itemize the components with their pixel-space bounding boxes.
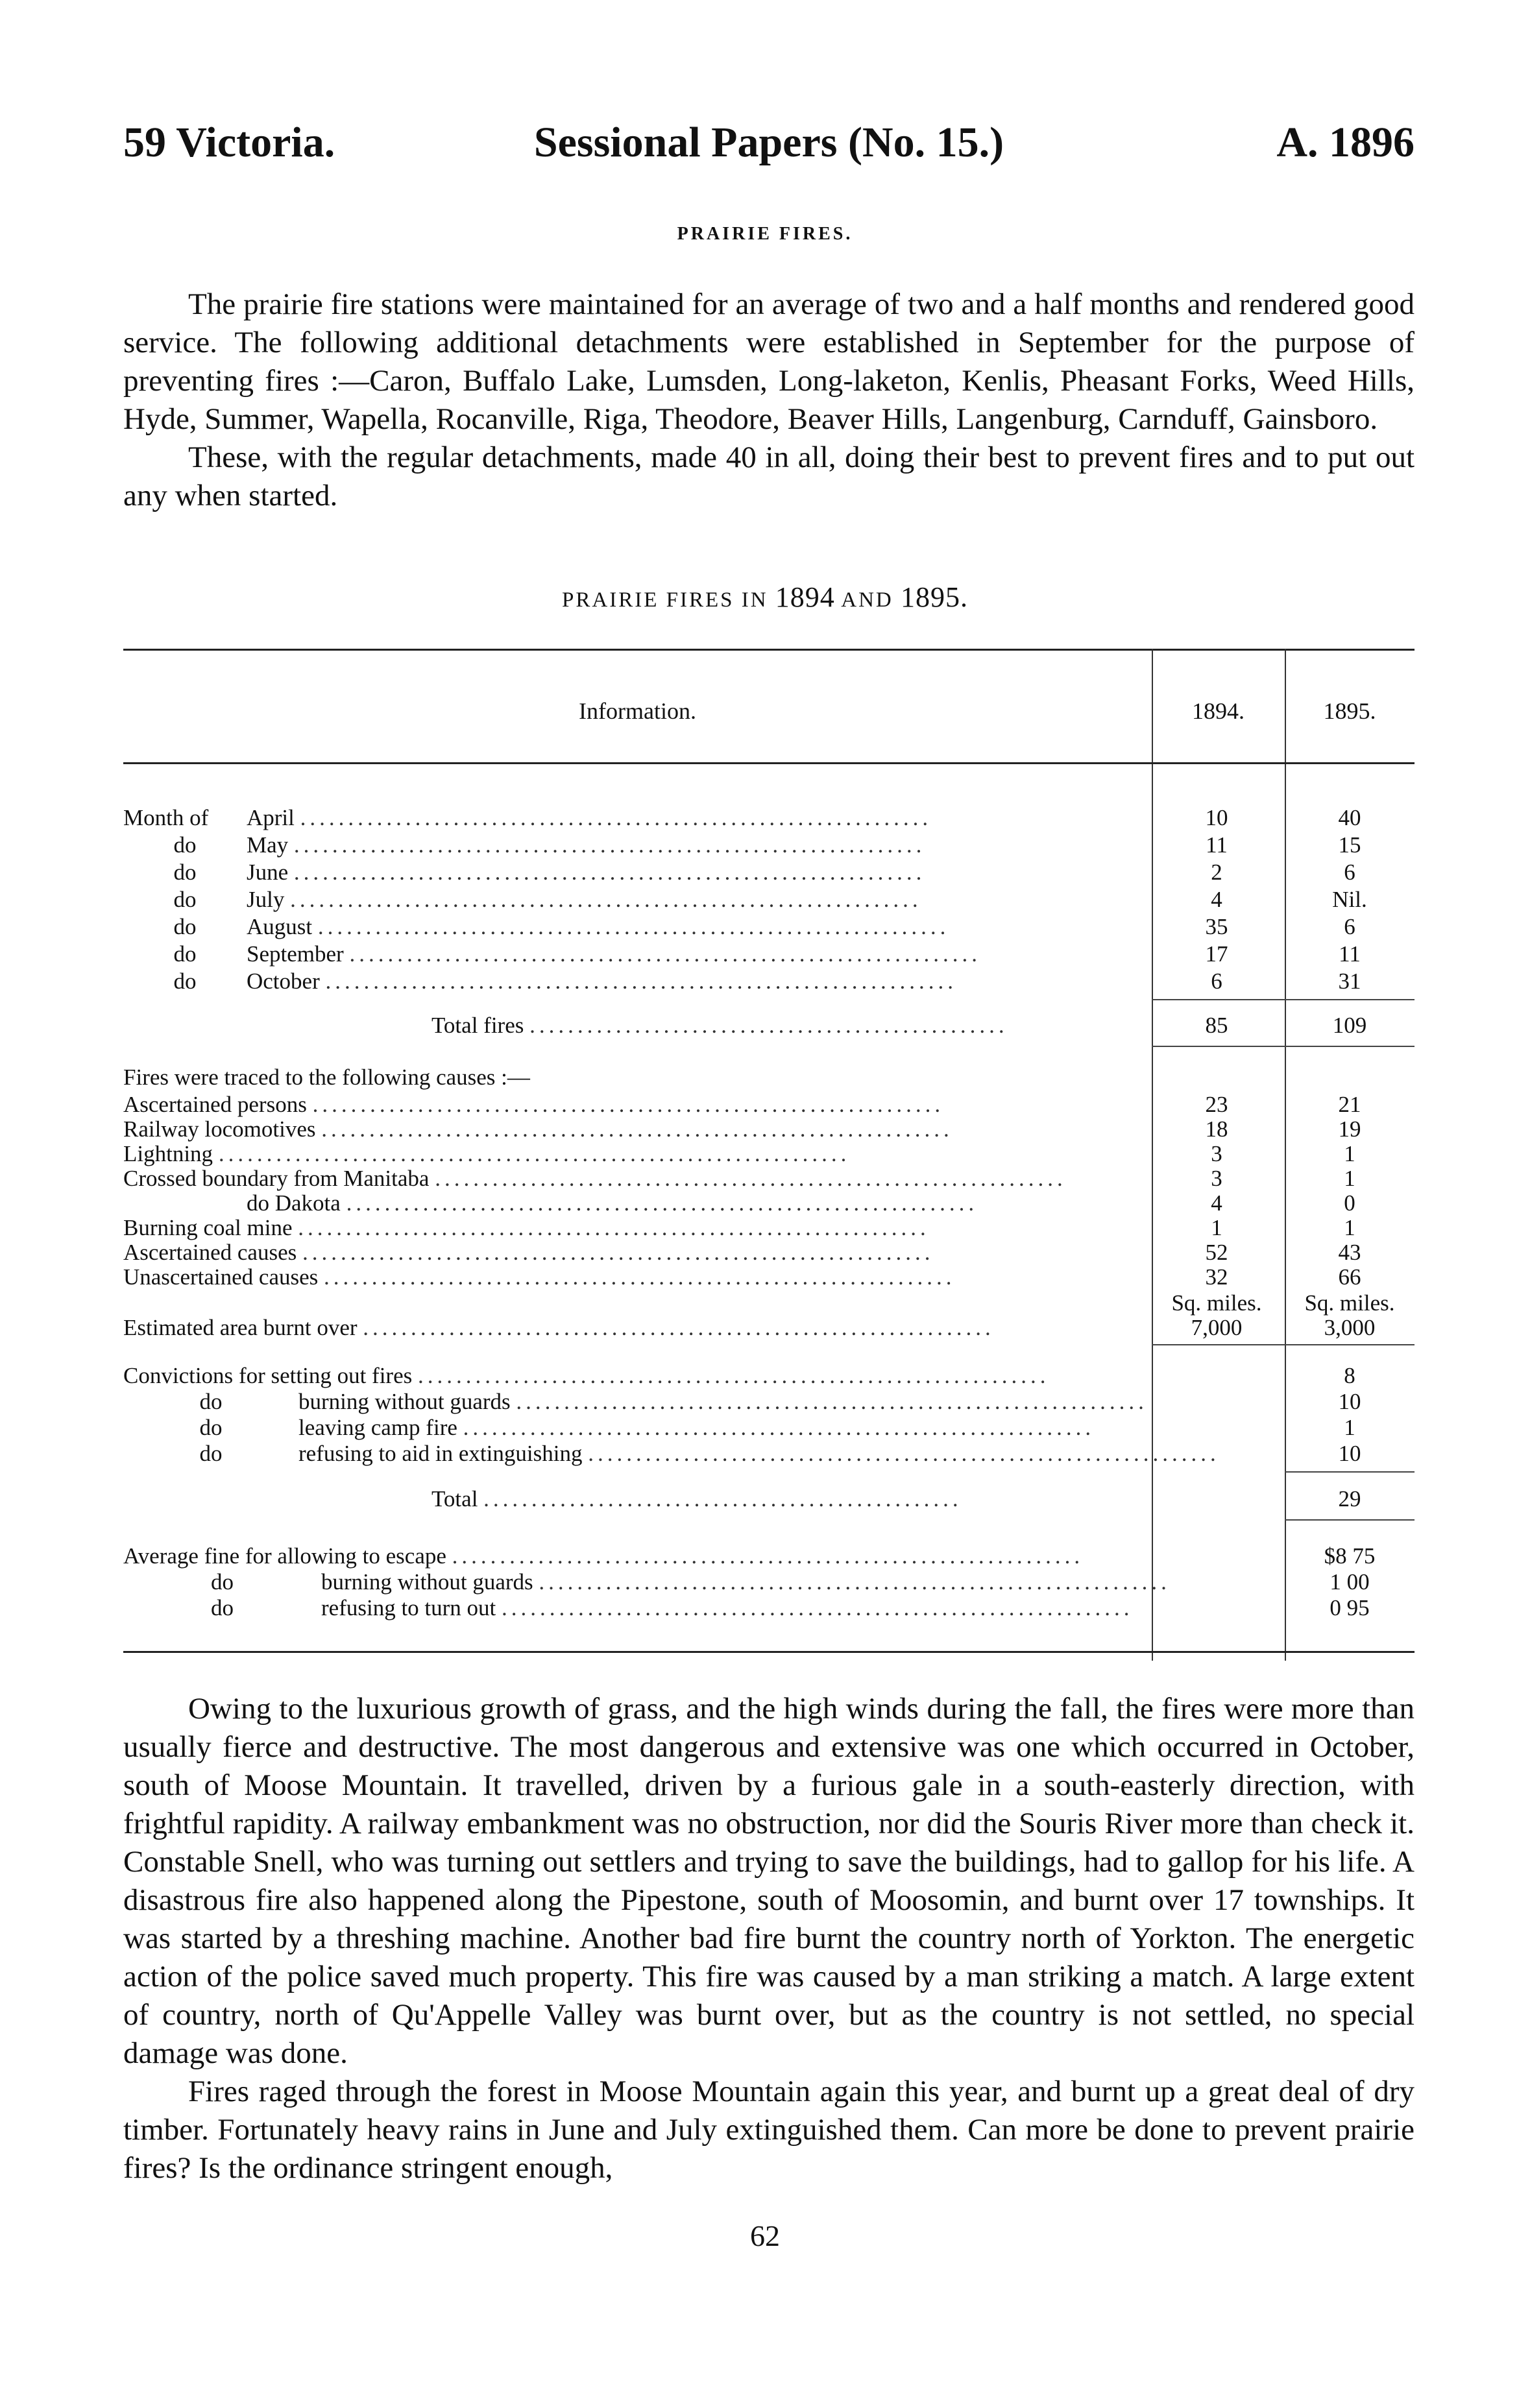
running-header bbox=[123, 117, 1415, 175]
value-1894: 52 bbox=[1205, 1240, 1228, 1265]
row-prefix: do bbox=[173, 969, 197, 994]
table-row: Convictions for setting out fires .................................................................. 8 bbox=[123, 1362, 1415, 1390]
table-row: do September .................................................................. 17 11 bbox=[123, 941, 1415, 968]
subtotal-rule bbox=[1152, 1046, 1415, 1047]
row-label: burning without guards bbox=[321, 1569, 533, 1595]
row-label: September bbox=[247, 941, 344, 967]
row-label: Burning coal mine bbox=[123, 1215, 293, 1240]
table-row: do June .................................................................. 2 6 bbox=[123, 859, 1415, 886]
row-label: Railway locomotives bbox=[123, 1116, 316, 1142]
row-prefix: do bbox=[173, 887, 197, 912]
value-1895: 43 bbox=[1338, 1240, 1361, 1265]
row-label: Total fires bbox=[431, 1013, 524, 1038]
row-label: leaving camp fire bbox=[298, 1415, 457, 1440]
subtotal-rule bbox=[1152, 999, 1415, 1000]
row-prefix: Average fine bbox=[123, 1543, 240, 1569]
row-prefix: do bbox=[199, 1415, 223, 1440]
row-prefix: do bbox=[173, 914, 197, 939]
area-unit-1895: Sq. miles. bbox=[1304, 1290, 1395, 1316]
table-row: Crossed boundary from Manitaba .................................................................. 3 1 bbox=[123, 1165, 1415, 1192]
header-1894: 1894. bbox=[1192, 698, 1245, 724]
value-1894: 2 bbox=[1211, 860, 1222, 885]
row-label: refusing to turn out bbox=[321, 1595, 496, 1620]
row-prefix: Convictions bbox=[123, 1363, 234, 1388]
row-label: October bbox=[247, 969, 320, 994]
row-label: Ascertained persons bbox=[123, 1092, 307, 1117]
value-1895: 10 bbox=[1338, 1441, 1361, 1466]
value-1894: 6 bbox=[1211, 969, 1222, 994]
value-1894: 3 bbox=[1211, 1166, 1222, 1191]
table-row: do leaving camp fire .................................................................. 1 bbox=[123, 1414, 1415, 1441]
value-1895: 1 00 bbox=[1330, 1569, 1370, 1595]
subtotal-rule bbox=[1285, 1471, 1415, 1473]
value-1895: 19 bbox=[1338, 1116, 1361, 1142]
closing-text bbox=[123, 1690, 1415, 2187]
table-title-and: AND bbox=[841, 588, 893, 612]
table-row: do refusing to turn out .................................................................. 0 95 bbox=[123, 1595, 1415, 1622]
value-1895: 1 bbox=[1344, 1415, 1355, 1440]
value-1894: 4 bbox=[1211, 1190, 1222, 1216]
table-title-year1: 1894 bbox=[775, 581, 835, 613]
table-row: Ascertained persons .................................................................. 23 21 bbox=[123, 1091, 1415, 1118]
value-1894: 11 bbox=[1206, 832, 1228, 858]
value-1895: 66 bbox=[1338, 1264, 1361, 1290]
value-1894: 32 bbox=[1205, 1264, 1228, 1290]
value-1895: 40 bbox=[1338, 805, 1361, 830]
value-1895: 109 bbox=[1332, 1013, 1367, 1038]
value-1894: 4 bbox=[1211, 887, 1222, 912]
row-prefix: do bbox=[199, 1389, 223, 1414]
table-row: do October .................................................................. 6 31 bbox=[123, 968, 1415, 995]
table-row: Railway locomotives .................................................................. 18 19 bbox=[123, 1116, 1415, 1143]
value-1894: 18 bbox=[1205, 1116, 1228, 1142]
table-title-year2: 1895. bbox=[900, 581, 968, 613]
header-rule bbox=[123, 762, 1415, 764]
table-row-area: Estimated area burnt over .................................................................. 7,000 3,000 bbox=[123, 1314, 1415, 1342]
value-1895: 10 bbox=[1338, 1389, 1361, 1414]
header-volume: 59 Victoria. bbox=[123, 119, 335, 166]
table-row: Burning coal mine .................................................................. 1 1 bbox=[123, 1214, 1415, 1242]
row-label: Fires were traced to the following causes :— bbox=[123, 1065, 530, 1090]
intro-paragraph-2: These, with the regular detachments, made 40 in all, doing their best to prevent fires and to put out any when started. bbox=[123, 440, 1415, 512]
value-1895: 29 bbox=[1338, 1486, 1361, 1511]
row-label: July bbox=[247, 887, 285, 912]
row-label: for setting out fires bbox=[238, 1363, 413, 1388]
page-number: 62 bbox=[750, 2219, 780, 2252]
value-1895: 1 bbox=[1344, 1141, 1355, 1166]
value-1895: 8 bbox=[1344, 1363, 1355, 1388]
table-row: Average fine for allowing to escape .................................................................. $8 75 bbox=[123, 1543, 1415, 1570]
value-1895: 11 bbox=[1339, 941, 1361, 967]
area-unit-1894: Sq. miles. bbox=[1171, 1290, 1262, 1316]
header-information: Information. bbox=[579, 698, 696, 724]
row-prefix: do bbox=[211, 1595, 234, 1620]
row-label: Ascertained causes bbox=[123, 1240, 297, 1265]
value-1895: 31 bbox=[1338, 969, 1361, 994]
fires-table bbox=[123, 649, 1415, 1661]
value-1895: 6 bbox=[1344, 860, 1355, 885]
value-1894: 3 bbox=[1211, 1141, 1222, 1166]
row-label: June bbox=[247, 860, 289, 885]
subtotal-rule bbox=[1152, 1344, 1415, 1345]
row-label: Crossed boundary from Manitaba bbox=[123, 1166, 430, 1191]
table-row: Unascertained causes .................................................................. 32 66 bbox=[123, 1264, 1415, 1291]
row-label: Total bbox=[431, 1486, 478, 1511]
row-label: April bbox=[247, 805, 295, 830]
header-1895: 1895. bbox=[1323, 698, 1376, 724]
value-1895: 1 bbox=[1344, 1215, 1355, 1240]
value-1894: 1 bbox=[1211, 1215, 1222, 1240]
value-1895: 6 bbox=[1344, 914, 1355, 939]
row-prefix: Month of bbox=[123, 805, 209, 830]
table-bottom-rule bbox=[123, 1651, 1415, 1653]
row-prefix: do bbox=[173, 860, 197, 885]
table-row: Month of April .................................................................. 10 40 bbox=[123, 804, 1415, 832]
table-row: do August .................................................................. 35 6 bbox=[123, 913, 1415, 941]
table-top-rule bbox=[123, 649, 1415, 651]
table-title-prefix: PRAIRIE FIRES IN bbox=[562, 588, 768, 612]
row-label: Unascertained causes bbox=[123, 1264, 319, 1290]
table-row-total-convictions: Total .................................................. 29 bbox=[123, 1486, 1415, 1513]
header-title: Sessional Papers (No. 15.) bbox=[533, 119, 1004, 166]
value-1894: 85 bbox=[1205, 1013, 1228, 1038]
value-1895: 0 95 bbox=[1330, 1595, 1370, 1620]
table-row: do May .................................................................. 11 15 bbox=[123, 832, 1415, 859]
table-title bbox=[0, 581, 1530, 614]
closing-paragraph-2: Fires raged through the forest in Moose Mountain again this year, and burnt up a great deal of dry timber. Fortunately heavy rains in June and July extinguished them. Can more be done to prevent prairie fires? Is the ordinance stringent enough, bbox=[123, 2075, 1415, 2185]
table-row-total-fires: Total fires .................................................. 85 109 bbox=[123, 1012, 1415, 1039]
row-prefix: do bbox=[173, 941, 197, 967]
table-row: do burning without guards .................................................................. 1 00 bbox=[123, 1569, 1415, 1596]
table-row: do burning without guards .................................................................. 10 bbox=[123, 1388, 1415, 1415]
intro-paragraph-1: The prairie fire stations were maintained for an average of two and a half months and rendered good service. The following additional detachments were established in September for the purpose of preventing fires :—Caron, Buffalo Lake, Lumsden, Long-laketon, Kenlis, Pheasant Forks, Weed Hills, Hyde, Summer, Wapella, Rocanville, Riga, Theodore, Beaver Hills, Langenburg, Carnduff, Gainsboro. bbox=[123, 287, 1415, 436]
value-1894: 7,000 bbox=[1191, 1315, 1243, 1340]
row-label: refusing to aid in extinguishing bbox=[298, 1441, 583, 1466]
value-1895: $8 75 bbox=[1324, 1543, 1376, 1569]
table-row: do Dakota .................................................................. 4 0 bbox=[123, 1190, 1415, 1217]
intro-text bbox=[123, 285, 1415, 515]
table-row: do refusing to aid in extinguishing .................................................................. 10 bbox=[123, 1440, 1415, 1467]
row-label: Estimated area burnt over bbox=[123, 1315, 358, 1340]
table-row-area-unit bbox=[123, 1290, 1415, 1317]
value-1894: 10 bbox=[1205, 805, 1228, 830]
value-1895: 0 bbox=[1344, 1190, 1355, 1216]
row-label: burning without guards bbox=[298, 1389, 511, 1414]
subtotal-rule bbox=[1285, 1519, 1415, 1521]
row-prefix: do bbox=[173, 832, 197, 858]
closing-paragraph-1: Owing to the luxurious growth of grass, and the high winds during the fall, the fires were more than usually fierce and destructive. The most dangerous and extensive was one which occurred in October, south of Moose Mountain. It travelled, driven by a furious gale in a south-easterly direction, with frightful rapidity. A railway embankment was no obstruction, nor did the Souris River more than check it. Constable Snell, who was turning out settlers and trying to save the buildings, had to gallop for his life. A disastrous fire also happened along the Pipestone, south of Moosomin, and burnt over 17 townships. It was started by a threshing machine. Another bad fire burnt the country north of Yorkton. The energetic action of the police saved much property. This fire was caused by a man striking a match. A large extent of country, north of Qu'Appelle Valley was burnt over, but as the country is not settled, no special damage was done. bbox=[123, 1692, 1415, 2070]
row-label: do Dakota bbox=[247, 1190, 341, 1216]
table-row: Ascertained causes .................................................................. 52 43 bbox=[123, 1239, 1415, 1266]
table-row: Lightning .................................................................. 3 1 bbox=[123, 1140, 1415, 1168]
row-prefix: do bbox=[211, 1569, 234, 1595]
row-label: for allowing to escape bbox=[245, 1543, 446, 1569]
value-1895: 1 bbox=[1344, 1166, 1355, 1191]
value-1894: 17 bbox=[1205, 941, 1228, 967]
value-1895: 21 bbox=[1338, 1092, 1361, 1117]
table-row: do July .................................................................. 4 Nil. bbox=[123, 886, 1415, 913]
row-label: August bbox=[247, 914, 313, 939]
value-1895: Nil. bbox=[1332, 887, 1367, 912]
causes-heading bbox=[123, 1064, 1415, 1091]
section-title: PRAIRIE FIRES. bbox=[677, 224, 853, 244]
row-label: May bbox=[247, 832, 289, 858]
value-1895: 15 bbox=[1338, 832, 1361, 858]
value-1894: 35 bbox=[1205, 914, 1228, 939]
row-prefix: do bbox=[199, 1441, 223, 1466]
header-year: A. 1896 bbox=[1276, 119, 1415, 166]
row-label: Lightning bbox=[123, 1141, 213, 1166]
value-1895: 3,000 bbox=[1324, 1315, 1376, 1340]
value-1894: 23 bbox=[1205, 1092, 1228, 1117]
